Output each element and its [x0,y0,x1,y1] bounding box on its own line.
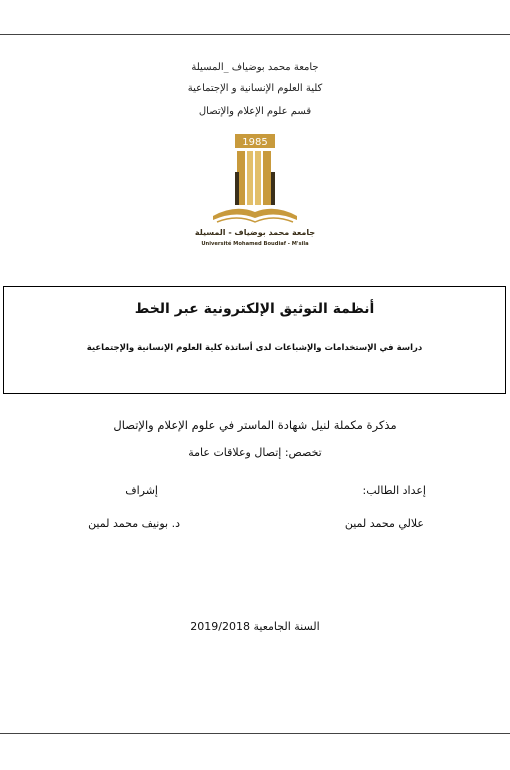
logo-name-ar: جامعة محمد بوضياف - المسيلة [195,228,315,237]
memo-line: مذكرة مكملة لنيل شهادة الماستر في علوم الإعلام والإتصال [113,418,397,432]
logo-year: 1985 [242,137,268,148]
academic-year: السنة الجامعية 2019/2018 [190,620,320,633]
university-logo [195,132,315,248]
logo-column-center-left [247,151,253,205]
supervisor-name: د. بونيف محمد لمين [88,517,180,530]
department-line: قسم علوم الإعلام والإتصال [198,106,312,117]
logo-name-fr: Université Mohamed Boudiaf - M'sila [201,241,309,247]
student-name: علالي محمد لمين [344,517,424,530]
thesis-subtitle: دراسة في الإستخدامات والإشباعات لدى أساتذة كلية العلوم الإنسانية والإجتماعية [86,343,423,353]
supervision-label: إشراف [125,484,158,497]
thesis-title-box [3,286,506,394]
bottom-rule [0,733,510,734]
top-rule [0,34,510,35]
logo-column-right [263,151,271,205]
specialty-line: تخصص: إتصال وعلاقات عامة [188,446,322,459]
prepared-by-label: إعداد الطالب: [362,484,426,497]
logo-column-center-right [255,151,261,205]
faculty-line: كلية العلوم الإنسانية و الإجتماعية [187,83,323,94]
university-line: جامعة محمد بوضياف _المسيلة [191,62,319,73]
logo-book [213,209,297,220]
thesis-title: أنظمة التوثيق الإلكترونية عبر الخط [134,301,375,317]
